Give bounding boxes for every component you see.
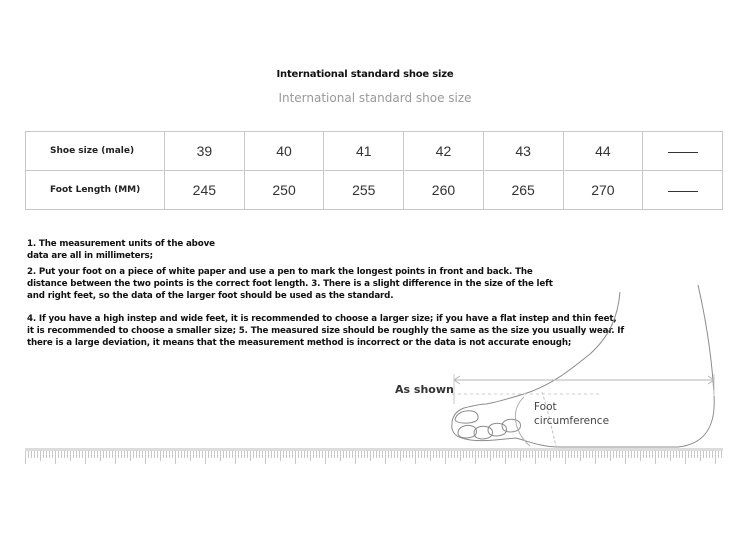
- note-1-line-1: 1. The measurement units of the above: [27, 239, 215, 249]
- note-2-line-2: distance between the two points is the correct foot length. 3. There is a slight difference in the size of the left: [27, 279, 553, 289]
- as-shown-label: As shown: [395, 383, 454, 396]
- table-cell: 250: [244, 171, 324, 210]
- page-title: International standard shoe size: [276, 69, 454, 80]
- table-cell: 270: [563, 171, 643, 210]
- ruler: [25, 448, 723, 464]
- page-subtitle: International standard shoe size: [278, 91, 472, 105]
- table-cell: 43: [483, 132, 563, 171]
- row-label-foot-length: Foot Length (MM): [26, 171, 165, 210]
- table-cell: 255: [324, 171, 404, 210]
- toe-1: [455, 411, 478, 423]
- foot-label-line-2: circumference: [534, 415, 610, 427]
- foot-label-line-1: Foot: [534, 401, 557, 413]
- note-4-line-1: 4. If you have a high instep and wide feet, it is recommended to choose a larger size; if you have a flat instep and thin feet,: [27, 314, 617, 324]
- table-cell: 44: [563, 132, 643, 171]
- note-2-line-1: 2. Put your foot on a piece of white paper and use a pen to mark the longest points in front and back. The: [27, 267, 533, 277]
- table-cell: 260: [404, 171, 484, 210]
- table-cell: 42: [404, 132, 484, 171]
- row-label-shoe-size: Shoe size (male): [26, 132, 165, 171]
- note-2-line-3: and right feet, so the data of the larger foot should be used as the standard.: [27, 291, 394, 301]
- foot-circumference-label: [534, 400, 609, 428]
- table-cell: 245: [165, 171, 245, 210]
- table-cell: 40: [244, 132, 324, 171]
- table-cell: 41: [324, 132, 404, 171]
- ruler-bar: [25, 448, 723, 451]
- note-4-line-2: it is recommended to choose a smaller size; 5. The measured size should be roughly the same as the size you usually wear. If: [27, 326, 624, 336]
- note-4-line-3: there is a large deviation, it means that the measurement method is incorrect or the data is not accurate enough;: [27, 338, 572, 348]
- note-1-line-2: data are all in millimeters;: [27, 251, 153, 261]
- table-cell: 39: [165, 132, 245, 171]
- table-cell: 265: [483, 171, 563, 210]
